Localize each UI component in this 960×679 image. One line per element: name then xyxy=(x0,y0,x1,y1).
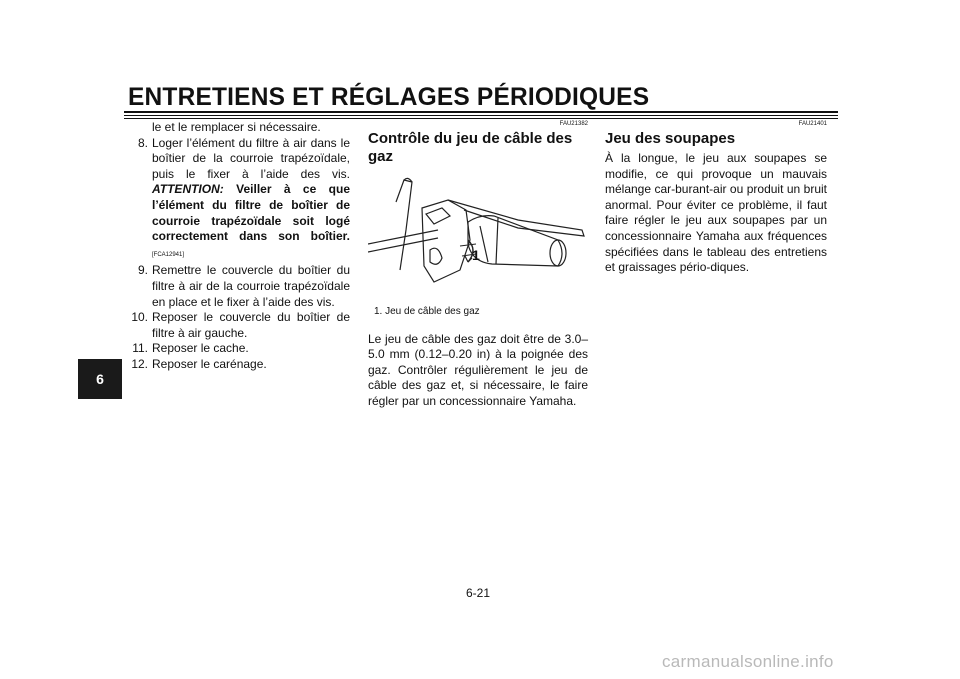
list-text: Remettre le couvercle du boîtier du filtre à air de la courroie trapézoïdale en place et le fixer à l’aide des vis. xyxy=(152,263,350,309)
list-item xyxy=(126,357,350,373)
attention-label: ATTENTION: xyxy=(152,182,224,197)
section-code: FAU21401 xyxy=(798,121,827,127)
header-rule xyxy=(124,115,838,116)
list-number: 10. xyxy=(131,310,148,325)
list-item xyxy=(126,136,350,264)
list-text: Reposer le carénage. xyxy=(152,356,267,371)
throttle-grip-figure xyxy=(368,170,588,298)
list-number: 9. xyxy=(137,263,148,278)
section-code: FAU21382 xyxy=(559,121,588,127)
continued-text: le et le remplacer si nécessaire. xyxy=(152,120,321,134)
list-number: 12. xyxy=(131,356,148,371)
attention-text: Veiller à ce que l’élément du filtre de boîtier de courroie trapézoïdale soit logé correctement dans son boîtier. xyxy=(152,182,350,244)
section-heading: Jeu des soupapes xyxy=(605,130,736,147)
list-item xyxy=(126,263,350,310)
column-3 xyxy=(605,120,827,276)
page-number: 6-21 xyxy=(466,586,491,600)
list-number: 8. xyxy=(137,135,148,150)
section-body: À la longue, le jeu aux soupapes se modifie, ce qui provoque un mauvais mélange car-burant-air ou produit un bruit anormal. Pour éviter ce problème, il faut faire régler le jeu aux soupapes par un concessionnaire Yamaha aux fréquences spécifiées dans le tableau des entretiens et graissages pério-diques. xyxy=(605,151,827,275)
section-heading: Contrôle du jeu de câble des gaz xyxy=(368,130,573,165)
reference-code: [FCA12941] xyxy=(152,251,185,258)
page-title: ENTRETIENS ET RÉGLAGES PÉRIODIQUES xyxy=(128,83,650,111)
header-rule xyxy=(124,118,838,119)
column-1 xyxy=(126,120,350,373)
list-number: 11. xyxy=(132,341,148,356)
column-2 xyxy=(368,120,588,410)
list-text: Reposer le couvercle du boîtier de filtre à air gauche. xyxy=(152,310,350,340)
figure-callout: 1 xyxy=(472,247,480,263)
list-item xyxy=(126,310,350,341)
list-text: Reposer le cache. xyxy=(152,341,249,356)
throttle-grip-illustration xyxy=(368,170,588,298)
chapter-tab: 6 xyxy=(78,359,122,399)
watermark: carmanualsonline.info xyxy=(662,652,834,671)
list-text xyxy=(152,136,350,264)
figure-caption: 1. Jeu de câble des gaz xyxy=(374,306,480,317)
list-item xyxy=(126,341,350,357)
section-body: Le jeu de câble des gaz doit être de 3.0–5.0 mm (0.12–0.20 in) à la poignée des gaz. Contrôler régulièrement le jeu de câble des gaz et, si nécessaire, le faire régler par un concessionnaire Yamaha. xyxy=(368,331,588,408)
step-text: Loger l’élément du filtre à air dans le boîtier de la courroie trapézoïdale, puis le fixer à l’aide des vis. xyxy=(152,135,350,181)
header-rule xyxy=(124,111,838,113)
